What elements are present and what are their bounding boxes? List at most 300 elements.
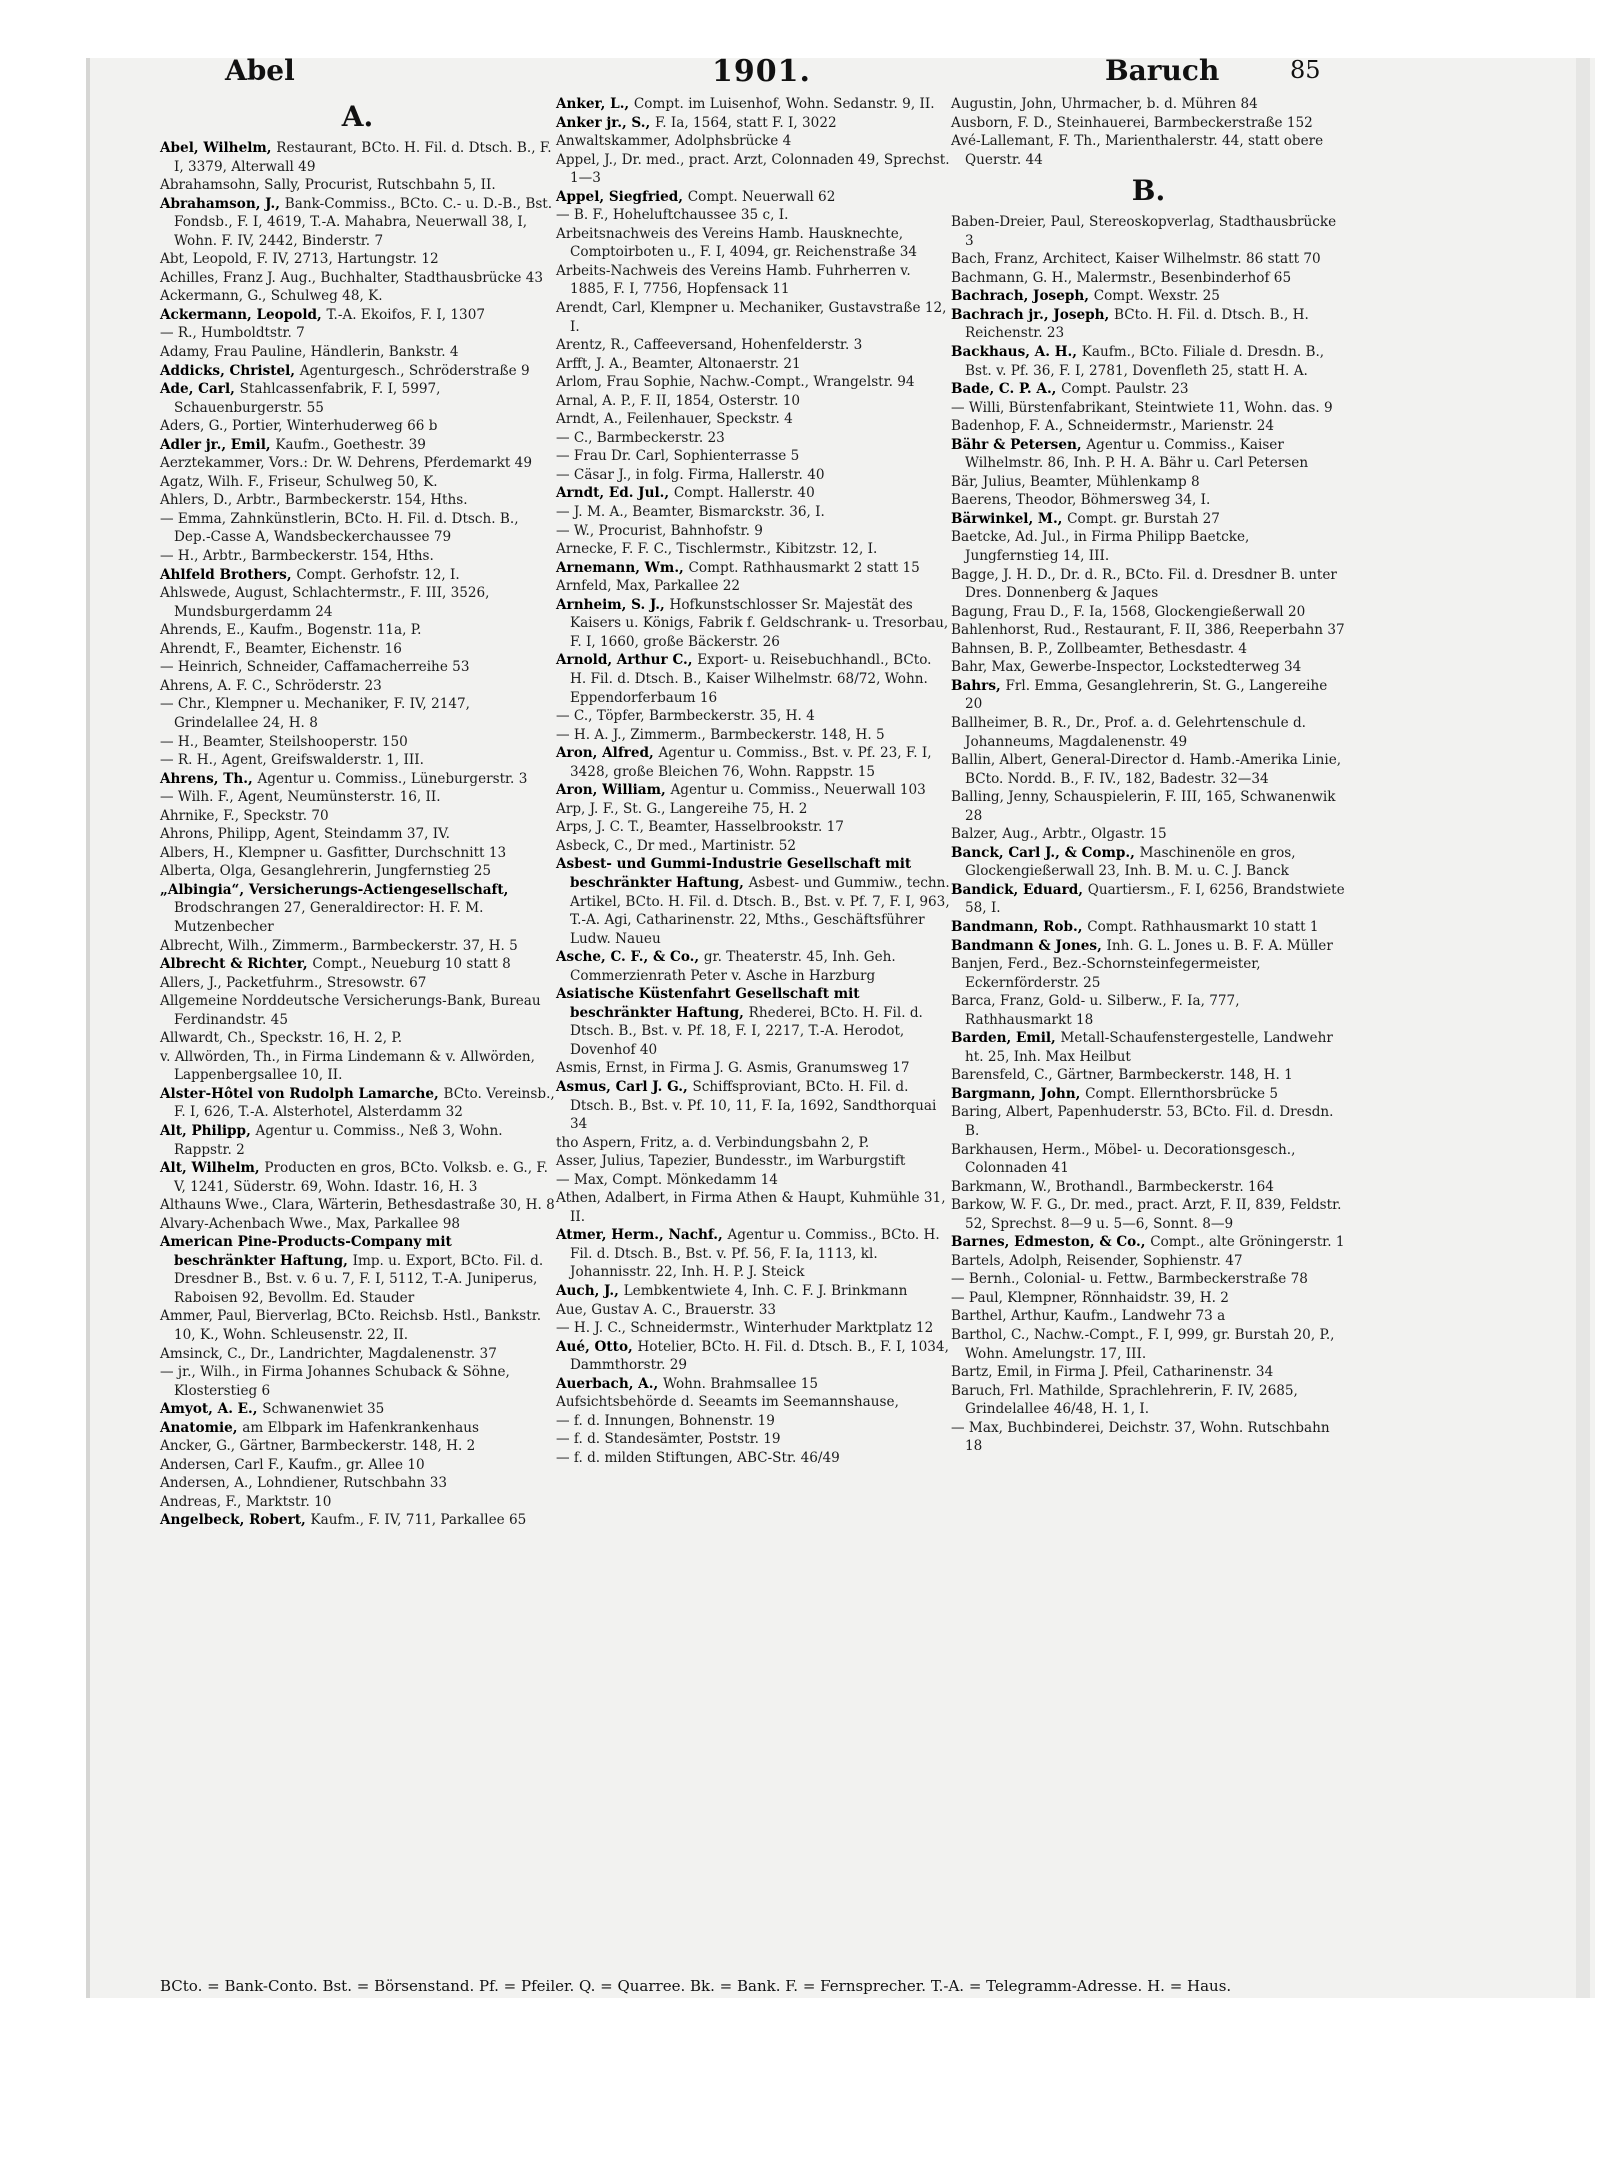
entry-details: Abt, Leopold, F. IV, 2713, Hartungstr. 12 [160,251,439,268]
entry-details: Augustin, John, Uhrmacher, b. d. Mühren 84 [951,96,1258,112]
entry-name: Arnold, Arthur C., [556,652,698,669]
directory-entry [556,1078,951,1134]
entry-details: Hotelier, BCto. H. Fil. d. Dtsch. B., F. I, 1034, Dammthorstr. 29 [570,1338,949,1374]
directory-entry [951,566,1346,603]
directory-entry [951,1066,1346,1085]
entry-details: Agentur u. Commiss., Bst. v. Pf. 23, F. I, 3428, große Bleichen 76, Wohn. Rappstr. 15 [570,745,932,780]
entry-details: Ammer, Paul, Bierverlag, BCto. Reichsb. Hstl., Bankstr. 10, K., Wohn. Schleusenstr. 22, II. [160,1308,542,1343]
directory-entry [556,373,951,392]
entry-details: Arnecke, F. F. C., Tischlermstr., Kibitzstr. 12, I. [556,541,878,558]
entry-details: Compt. Gerhofstr. 12, I. [296,566,460,583]
directory-entry [160,380,555,417]
directory-entry [556,95,951,114]
directory-entry [160,844,555,863]
directory-entry [951,1103,1346,1140]
entry-details: Arbeitsnachweis des Vereins Hamb. Hausknechte, Comptoirboten u., F. I, 4094, gr. Reichenstraße 34 [556,225,917,261]
header-left-catchword: Abel [225,54,295,87]
directory-entry [556,837,951,856]
abbreviations-footer: BCto. = Bank-Conto. Bst. = Börsenstand. Pf. = Pfeiler. Q. = Quarree. Bk. = Bank. F. = Fernsprecher. T.-A. = Telegramm-Adresse. H. = Haus. [160,1977,1232,1995]
directory-entry [160,362,555,381]
directory-entry [160,1029,555,1048]
directory-entry [556,744,951,781]
entry-details: Baetcke, Ad. Jul., in Firma Philipp Baetcke, Jungfernstieg 14, III. [951,529,1250,565]
directory-entry [951,250,1346,269]
directory-entry [160,992,555,1029]
entry-details: Bachmann, G. H., Malermstr., Besenbinderhof 65 [951,269,1292,286]
directory-entry [160,621,555,640]
directory-entry [160,436,555,455]
directory-entry [951,918,1346,937]
directory-entry [556,707,951,726]
entry-details: — Chr., Klempner u. Mechaniker, F. IV, 2147, Grindelallee 24, H. 8 [160,696,470,731]
entry-details: — J. M. A., Beamter, Bismarckstr. 36, I. [556,504,825,521]
directory-entry [951,132,1346,169]
directory-entry [556,1059,951,1078]
entry-details: Hofkunstschlosser Sr. Majestät des Kaisers u. Königs, Fabrik f. Geldschrank- u. Tresorbau, F. I, 1660, große Bäckerstr. 26 [570,596,949,650]
entry-details: — Heinrich, Schneider, Caffamacherreihe 53 [160,659,470,676]
directory-entry [556,114,951,133]
entry-details: Agentur u. Commiss., Neuerwall 103 [670,782,926,799]
entry-name: Asbest- und Gummi-Industrie Gesellschaft mit beschränkter Haftung, [556,856,912,891]
directory-entry [951,1326,1346,1363]
entry-details: Andersen, Carl F., Kaufm., gr. Allee 10 [160,1456,425,1473]
entry-details: Baerens, Theodor, Böhmersweg 34, I. [951,492,1211,509]
directory-entry [556,1375,951,1394]
directory-entry [160,881,555,937]
entry-details: Ballin, Albert, General-Director d. Hamb.-Amerika Linie, BCto. Nordd. B., F. IV., 182, Badestr. 32—34 [951,752,1342,787]
entry-name: Asiatische Küstenfahrt Gesellschaft mit beschränkter Haftung, [556,986,860,1021]
directory-entry [160,510,555,547]
directory-entry [556,299,951,336]
entry-details: Rhederei, BCto. H. Fil. d. Dtsch. B., Bst. v. Pf. 18, F. I, 2217, T.-A. Herodot, Dovenhof 40 [570,1004,923,1058]
directory-entry [556,1412,951,1431]
entry-details: — Bernh., Colonial- u. Fettw., Barmbeckerstraße 78 [951,1271,1308,1288]
entry-details: Andreas, F., Marktstr. 10 [160,1493,332,1510]
entry-details: Compt. Paulstr. 23 [1061,381,1189,398]
directory-entry [556,855,951,948]
directory-entry [951,1363,1346,1382]
entry-details: Quartiersm., F. I, 6256, Brandstwiete 58, I. [965,881,1345,917]
directory-entry [160,250,555,269]
entry-details: Imp. u. Export, BCto. Fil. d. Dresdner B., Bst. v. 6 u. 7, F. I, 5112, T.-A. Juniperus, Raboisen 92, Bevollm. Ed. Stauder [174,1252,544,1306]
directory-entry [556,781,951,800]
entry-details: — B. F., Hoheluftchaussee 35 c, I. [556,207,789,224]
directory-entry [951,343,1346,380]
entry-details: — C., Töpfer, Barmbeckerstr. 35, H. 4 [556,708,815,725]
directory-entry [160,454,555,473]
directory-entry [160,1215,555,1234]
entry-details: — Willi, Bürstenfabrikant, Steintwiete 11, Wohn. das. 9 [951,399,1333,416]
directory-entry [951,436,1346,473]
directory-entry [951,1270,1346,1289]
directory-entry [951,603,1346,622]
entry-name: Ackermann, Leopold, [160,306,327,323]
entry-details: Asbeck, C., Dr med., Martinistr. 52 [556,837,797,854]
entry-details: Ackermann, G., Schulweg 48, K. [160,288,383,305]
entry-details: Bach, Franz, Architect, Kaiser Wilhelmstr. 86 statt 70 [951,251,1321,268]
entry-details: Aders, G., Portier, Winterhuderweg 66 b [160,418,438,435]
entry-details: gr. Theaterstr. 45, Inh. Geh. Commerzienrath Peter v. Asche in Harzburg [570,949,896,984]
directory-entry [556,262,951,299]
directory-entry [160,788,555,807]
entry-details: Balling, Jenny, Schauspielerin, F. III, 165, Schwanenwik 28 [951,789,1336,824]
directory-entry [951,1196,1346,1233]
section-letter-heading: B. [1131,174,1166,208]
entry-details: — f. d. Standesämter, Poststr. 19 [556,1431,781,1448]
entry-name: Aué, Otto, [556,1338,638,1355]
entry-details: Bahnsen, B. P., Zollbeamter, Bethesdastr. 4 [951,640,1248,657]
directory-entry [160,955,555,974]
column-1 [160,95,555,1530]
directory-entry [556,1189,951,1226]
directory-entry [556,559,951,578]
directory-entry [951,1252,1346,1271]
entry-details: Restaurant, BCto. H. Fil. d. Dtsch. B., F. I, 3379, Alterwall 49 [174,140,552,175]
directory-entry [951,306,1346,343]
entry-details: — H., Beamter, Steilshooperstr. 150 [160,733,408,750]
directory-entry [951,1085,1346,1104]
entry-details: Barensfeld, C., Gärtner, Barmbeckerstr. 148, H. 1 [951,1067,1293,1084]
directory-entry [160,807,555,826]
entry-name: Bachrach jr., Joseph, [951,306,1115,323]
entry-details: Bahr, Max, Gewerbe-Inspector, Lockstedterweg 34 [951,659,1302,676]
header-right-catchword: Baruch [1105,54,1220,87]
entry-details: Ahlswede, August, Schlachtermstr., F. III, 3526, Mundsburgerdamm 24 [160,585,490,620]
directory-entry [160,1456,555,1475]
entry-details: Ahrends, E., Kaufm., Bogenstr. 11a, P. [160,622,422,639]
entry-details: Arnal, A. P., F. II, 1854, Osterstr. 10 [556,392,801,409]
directory-entry [556,392,951,411]
entry-details: Banjen, Ferd., Bez.-Schornsteinfegermeister, Eckernförderstr. 25 [951,956,1261,991]
entry-details: Inh. G. L. Jones u. B. F. A. Müller [1106,937,1333,954]
directory-entry [951,269,1346,288]
entry-details: Adamy, Frau Pauline, Händlerin, Bankstr. 4 [160,344,459,361]
directory-entry [556,1171,951,1190]
directory-entry [160,324,555,343]
entry-details: — H. J. C., Schneidermstr., Winterhuder Marktplatz 12 [556,1320,934,1337]
entry-details: Compt. Wexstr. 25 [1093,288,1220,305]
directory-entry [556,503,951,522]
entry-details: Alvary-Achenbach Wwe., Max, Parkallee 98 [160,1215,461,1232]
entry-details: Ballheimer, B. R., Dr., Prof. a. d. Gelehrtenschule d. Johanneums, Magdalenenstr. 49 [951,714,1306,750]
directory-entry [556,522,951,541]
entry-details: Compt. Rathhausmarkt 10 statt 1 [1087,918,1319,935]
entry-details: — W., Procurist, Bahnhofstr. 9 [556,522,763,539]
directory-entry [556,355,951,374]
entry-details: Compt., Neueburg 10 statt 8 [312,956,511,973]
directory-entry [160,677,555,696]
directory-entry [160,974,555,993]
directory-entry [951,1233,1346,1252]
entry-details: Athen, Adalbert, in Firma Athen & Haupt, Kuhmühle 31, II. [556,1190,946,1225]
directory-entry [160,1085,555,1122]
directory-entry [160,1233,555,1307]
entry-details: Bahlenhorst, Rud., Restaurant, F. II, 386, Reeperbahn 37 [951,622,1345,639]
entry-name: Bandmann, Rob., [951,918,1088,935]
directory-entry [556,188,951,207]
entry-name: Bachrach, Joseph, [951,288,1094,305]
directory-entry [951,95,1346,114]
entry-details: Bartels, Adolph, Reisender, Sophienstr. 47 [951,1252,1243,1269]
directory-entry [160,287,555,306]
entry-name: Arnheim, S. J., [556,596,670,613]
directory-entry [160,417,555,436]
entry-details: Badenhop, F. A., Schneidermstr., Marienstr. 24 [951,418,1275,435]
entry-details: Barca, Franz, Gold- u. Silberw., F. Ia, 777, Rathhausmarkt 18 [951,993,1240,1028]
entry-details: Bagung, Frau D., F. Ia, 1568, Glockengießerwall 20 [951,603,1306,620]
directory-entry [556,985,951,1059]
directory-entry [556,651,951,707]
entry-details: v. Allwörden, Th., in Firma Lindemann & v. Allwörden, Lappenbergsallee 10, II. [160,1048,535,1084]
entry-details: Andersen, A., Lohndiener, Rutschbahn 33 [160,1475,448,1492]
directory-entry [160,1196,555,1215]
directory-entry [951,1419,1346,1456]
entry-name: Abrahamson, J., [160,195,285,212]
entry-details: Ahlers, D., Arbtr., Barmbeckerstr. 154, Hths. [160,492,468,509]
entry-details: Compt. Hallerstr. 40 [673,485,815,502]
entry-details: Agentur u. Commiss., Kaiser Wilhelmstr. 86, Inh. P. H. A. Bähr u. Carl Petersen [965,436,1309,472]
entry-details: Aufsichtsbehörde d. Seeamts im Seemannshause, [556,1394,899,1411]
directory-entry [556,1430,951,1449]
entry-details: Arnfeld, Max, Parkallee 22 [556,578,741,595]
directory-entry [160,640,555,659]
directory-entry [556,540,951,559]
entry-details: Amsinck, C., Dr., Landrichter, Magdalenenstr. 37 [160,1345,497,1362]
entry-details: — Max, Buchbinderei, Deichstr. 37, Wohn. Rutschbahn 18 [951,1419,1330,1455]
directory-entry [556,1319,951,1338]
directory-entry [160,139,555,176]
directory-entry [951,213,1346,250]
entry-name: Bargmann, John, [951,1085,1086,1102]
directory-entry [160,491,555,510]
entry-name: Atmer, Herm., Nachf., [556,1227,728,1244]
entry-name: Adler jr., Emil, [160,436,276,453]
entry-details: Baring, Albert, Papenhuderstr. 53, BCto. Fil. d. Dresdn. B. [951,1104,1334,1139]
entry-name: Asmus, Carl J. G., [556,1078,693,1095]
directory-entry [951,844,1346,881]
entry-details: Bär, Julius, Beamter, Mühlenkamp 8 [951,473,1200,490]
entry-name: Bahrs, [951,677,1006,694]
directory-entry [160,1122,555,1159]
directory-entry [160,1159,555,1196]
directory-entry [556,225,951,262]
entry-details: Arndt, A., Feilenhauer, Speckstr. 4 [556,411,793,428]
directory-entry [951,399,1346,418]
entry-details: BCto. Vereinsb., F. I, 626, T.-A. Alsterhotel, Alsterdamm 32 [174,1085,555,1121]
entry-details: Kaufm., Goethestr. 39 [275,436,426,453]
entry-name: Banck, Carl J., & Comp., [951,844,1140,861]
entry-details: Albrecht, Wilh., Zimmerm., Barmbeckerstr. 37, H. 5 [160,937,518,954]
entry-details: Agenturgesch., Schröderstraße 9 [299,362,530,379]
entry-details: Arp, J. F., St. G., Langereihe 75, H. 2 [556,800,808,817]
column-2 [556,95,951,1467]
directory-entry [951,528,1346,565]
entry-name: Arndt, Ed. Jul., [556,485,674,502]
directory-entry [951,1382,1346,1419]
directory-entry [556,447,951,466]
entry-details: Maschinenöle en gros, Glockengießerwall 23, Inh. B. M. u. C. J. Banck [965,844,1296,880]
entry-details: Compt. gr. Burstah 27 [1067,510,1220,527]
directory-entry [160,1437,555,1456]
entry-details: — Emma, Zahnkünstlerin, BCto. H. Fil. d. Dtsch. B., Dep.-Casse A, Wandsbeckerchaussee 79 [160,510,519,546]
directory-entry [556,818,951,837]
entry-details: Arbeits-Nachweis des Vereins Hamb. Fuhrherren v. 1885, F. I, 7756, Hopfensack 11 [556,262,911,298]
directory-entry [951,714,1346,751]
entry-details: Aerztekammer, Vors.: Dr. W. Dehrens, Pferdemarkt 49 [160,455,532,472]
entry-details: — Frau Dr. Carl, Sophienterrasse 5 [556,448,800,465]
directory-entry [951,825,1346,844]
directory-entry [160,1345,555,1364]
entry-details: Bank-Commiss., BCto. C.- u. D.-B., Bst. Fondsb., F. I, 4619, T.-A. Mahabra, Neuerwall 38, I, Wohn. F. IV, 2442, Binderstr. 7 [174,195,553,249]
directory-entry [951,491,1346,510]
directory-entry [160,658,555,677]
entry-details: Agentur u. Commiss., Neß 3, Wohn. Rappstr. 2 [174,1122,503,1158]
entry-details: Bagge, J. H. D., Dr. d. R., BCto. Fil. d. Dresdner B. unter Dres. Donnenberg & Jaques [951,566,1337,602]
directory-entry [160,269,555,288]
entry-name: Auch, J., [556,1283,624,1299]
entry-details: Asbest- und Gummiw., techn. Artikel, BCto. H. Fil. d. Dtsch. B., Bst. v. Pf. 7, F. I, 963, T.-A. Agi, Catharinenstr. 22, Mths., Geschäftsführer Ludw. Naueu [570,874,950,947]
directory-entry [160,1511,555,1530]
entry-name: Bärwinkel, M., [951,510,1068,527]
entry-name: Abel, Wilhelm, [160,140,277,156]
directory-entry [951,1178,1346,1197]
entry-name: „Albingia“, Versicherungs-Actiengesellschaft, [160,881,509,898]
directory-entry [556,1282,951,1301]
directory-entry [951,1307,1346,1326]
directory-entry [160,195,555,251]
entry-details: Barthel, Arthur, Kaufm., Landwehr 73 a [951,1308,1226,1325]
entry-details: Allers, J., Packetfuhrm., Stresowstr. 67 [160,974,427,991]
directory-entry [556,132,951,151]
directory-entry [951,751,1346,788]
column-3 [951,95,1346,1456]
directory-entry [160,1400,555,1419]
entry-name: Bade, C. P. A., [951,381,1062,398]
directory-entry [951,640,1346,659]
directory-entry [160,566,555,585]
header-year: 1901. [712,54,811,89]
entry-details: T.-A. Ekoifos, F. I, 1307 [326,306,485,323]
directory-entry [951,510,1346,529]
directory-entry [556,596,951,652]
entry-details: Bartz, Emil, in Firma J. Pfeil, Catharinenstr. 34 [951,1364,1274,1381]
entry-details: Arendt, Carl, Klempner u. Mechaniker, Gustavstraße 12, I. [556,300,947,335]
directory-entry [160,343,555,362]
entry-details: — f. d. milden Stiftungen, ABC-Str. 46/49 [556,1449,840,1466]
entry-details: Balzer, Aug., Arbtr., Olgastr. 15 [951,826,1167,843]
entry-name: Anker jr., S., [556,114,655,131]
entry-details: — Max, Compt. Mönkedamm 14 [556,1171,778,1188]
section-letter-heading: A. [341,100,374,133]
entry-name: Bandick, Eduard, [951,881,1088,898]
entry-name: Anatomie, [160,1419,243,1436]
entry-name: Barden, Emil, [951,1030,1061,1047]
directory-entry [951,881,1346,918]
entry-details: Compt. Neuerwall 62 [687,188,836,205]
entry-details: Agentur u. Commiss., BCto. H. Fil. d. Dtsch. B., Bst. v. Pf. 56, F. Ia, 1113, kl. Johannisstr. 22, Inh. H. P. J. Steick [570,1227,940,1281]
entry-details: Wohn. Brahmsallee 15 [662,1375,819,1392]
entry-details: tho Aspern, Fritz, a. d. Verbindungsbahn 2, P. [556,1134,870,1151]
entry-details: — R. H., Agent, Greifswalderstr. 1, III. [160,752,424,769]
entry-details: — H., Arbtr., Barmbeckerstr. 154, Hths. [160,548,434,565]
directory-entry [951,380,1346,399]
entry-details: Ahrons, Philipp, Agent, Steindamm 37, IV. [160,826,450,843]
entry-details: Baben-Dreier, Paul, Stereoskopverlag, Stadthausbrücke 3 [951,214,1337,249]
directory-entry [556,151,951,188]
entry-name: Barnes, Edmeston, & Co., [951,1234,1151,1251]
entry-details: Producten en gros, BCto. Volksb. e. G., F. V, 1241, Süderstr. 69, Wohn. Idastr. 16, H. 3 [174,1160,548,1195]
directory-entry [556,466,951,485]
entry-name: Auerbach, A., [556,1375,663,1392]
directory-entry [556,577,951,596]
directory-entry [556,1338,951,1375]
directory-entry [556,484,951,503]
entry-details: F. Ia, 1564, statt F. I, 3022 [654,114,837,131]
entry-details: Ancker, G., Gärtner, Barmbeckerstr. 148, H. 2 [160,1438,476,1455]
entry-name: Bähr & Petersen, [951,436,1087,453]
entry-details: Compt. Ellernthorsbrücke 5 [1085,1085,1279,1102]
entry-details: Export- u. Reisebuchhandl., BCto. H. Fil. d. Dtsch. B., Kaiser Wilhelmstr. 68/72, Wohn. Eppendorferbaum 16 [570,652,932,706]
page-edge [1576,58,1590,1998]
entry-details: Schiffsproviant, BCto. H. Fil. d. Dtsch. B., Bst. v. Pf. 10, 11, F. Ia, 1692, Sandthorquai 34 [570,1078,937,1133]
entry-details: Arfft, J. A., Beamter, Altonaerstr. 21 [556,355,801,372]
entry-details: Kaufm., BCto. Filiale d. Dresdn. B., Bst. v. Pf. 36, F. I, 2781, Dovenfleth 25, statt H. A. [965,344,1325,379]
entry-details: Ausborn, F. D., Steinhauerei, Barmbeckerstraße 152 [951,114,1313,131]
directory-entry [556,1152,951,1171]
entry-details: Agentur u. Commiss., Lüneburgerstr. 3 [257,770,528,787]
directory-entry [951,992,1346,1029]
page-number: 85 [1290,56,1321,84]
entry-details: — Cäsar J., in folg. Firma, Hallerstr. 40 [556,466,825,483]
directory-entry [951,677,1346,714]
directory-entry [951,937,1346,956]
entry-details: Agatz, Wilh. F., Friseur, Schulweg 50, K. [160,473,438,490]
entry-details: — f. d. Innungen, Bohnenstr. 19 [556,1412,775,1429]
entry-details: Achilles, Franz J. Aug., Buchhalter, Stadthausbrücke 43 [160,269,544,286]
entry-name: Bandmann & Jones, [951,937,1107,954]
entry-name: Alt, Philipp, [160,1122,256,1139]
entry-name: Appel, Siegfried, [556,188,688,205]
directory-entry [160,937,555,956]
directory-entry [160,733,555,752]
entry-details: Compt. im Luisenhof, Wohn. Sedanstr. 9, II. [633,96,935,112]
directory-entry [556,429,951,448]
entry-details: Arlom, Frau Sophie, Nachw.-Compt., Wrangelstr. 94 [556,374,915,391]
entry-name: Ahlfeld Brothers, [160,566,297,583]
entry-details: Barkhausen, Herm., Möbel- u. Decorationsgesch., Colonnaden 41 [951,1141,1296,1177]
entry-details: am Elbpark im Hafenkrankenhaus [242,1419,479,1436]
entry-name: Angelbeck, Robert, [160,1512,311,1529]
directory-entry [160,1493,555,1512]
directory-entry [951,473,1346,492]
entry-details: Baruch, Frl. Mathilde, Sprachlehrerin, F. IV, 2685, Grindelallee 46/48, H. 1, I. [951,1382,1298,1418]
directory-entry [160,306,555,325]
entry-details: — Paul, Klempner, Rönnhaidstr. 39, H. 2 [951,1289,1229,1306]
directory-entry [951,287,1346,306]
directory-entry [556,948,951,985]
entry-name: American Pine-Products-Company mit beschränkter Haftung, [160,1234,452,1269]
directory-entry [951,788,1346,825]
directory-entry [951,1029,1346,1066]
directory-entry [556,726,951,745]
directory-entry [556,336,951,355]
entry-name: Ahrens, Th., [160,770,258,787]
entry-details: Stahlcassenfabrik, F. I, 5997, Schauenburgerstr. 55 [174,381,441,416]
entry-details: Brodschrangen 27, Generaldirector: H. F. M. Mutzenbecher [174,900,484,935]
entry-details: Aue, Gustav A. C., Brauerstr. 33 [556,1301,777,1318]
directory-entry [951,621,1346,640]
directory-entry [160,862,555,881]
